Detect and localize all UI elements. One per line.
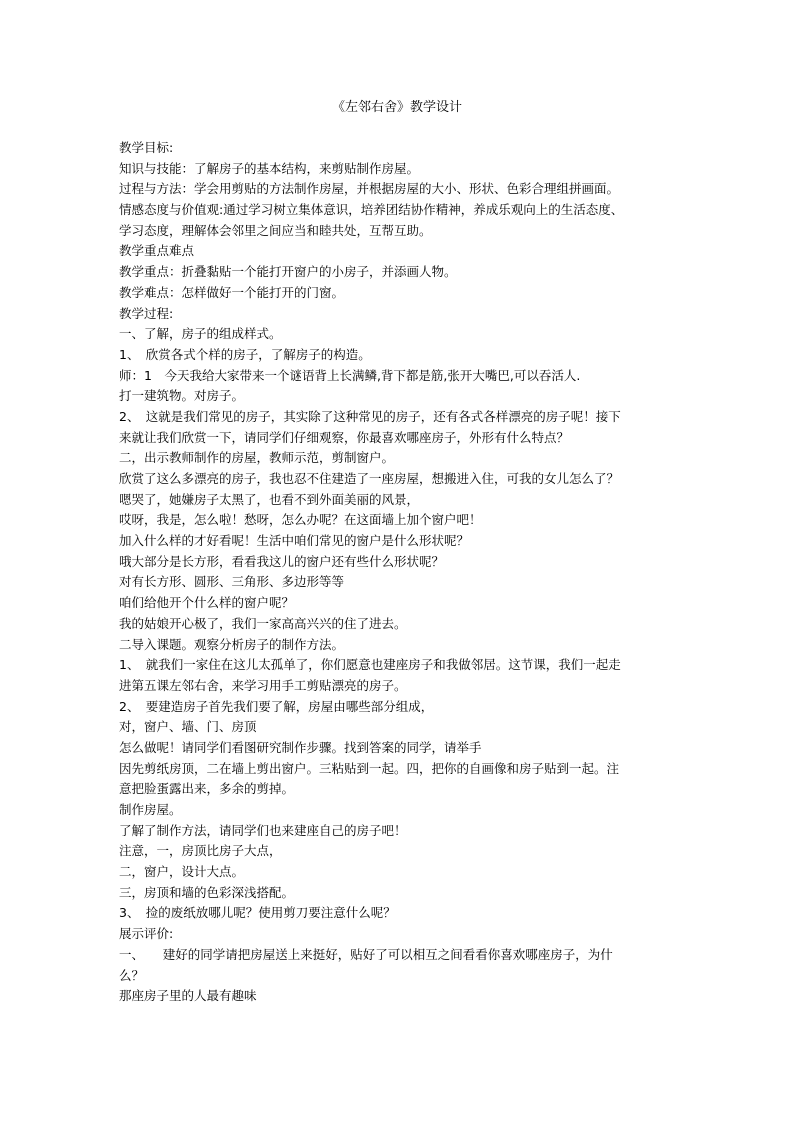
text-line: 打一建筑物。对房子。 <box>119 388 245 404</box>
text-line: 那座房子里的人最有趣味 <box>119 988 257 1004</box>
text-line: 嗯哭了，她嫌房子太黑了，也看不到外面美丽的风景， <box>119 491 420 507</box>
text-line: 教学重点难点 <box>119 243 195 259</box>
text-line: 意把脸蛋露出来，多余的剪掉。 <box>119 781 295 797</box>
text-line: 2、 要建造房子首先我们要了解，房屋由哪些部分组成， <box>119 698 434 714</box>
text-line: 二，窗户，设计大点。 <box>119 864 245 880</box>
text-line: 2、 这就是我们常见的房子，其实除了这种常见的房子，还有各式各样漂亮的房子呢！接下 <box>119 408 621 424</box>
text-line: 过程与方法：学会用剪贴的方法制作房屋，并根据房屋的大小、形状、色彩合理组拼画面。 <box>119 181 620 197</box>
text-line: 教学难点：怎样做好一个能打开的门窗。 <box>119 284 345 300</box>
text-line: 1、 欣赏各式个样的房子，了解房子的构造。 <box>119 346 371 362</box>
text-line: 对有长方形、圆形、三角形、多边形等等 <box>119 574 345 590</box>
text-line: 制作房屋。 <box>119 802 182 817</box>
text-line: 知识与技能：了解房子的基本结构，来剪贴制作房屋。 <box>119 160 420 176</box>
document-body <box>119 138 691 1007</box>
text-line: 哎呀，我是，怎么啦！愁呀，怎么办呢？在这面墙上加个窗户吧！ <box>119 512 482 528</box>
document-title: 《左邻右舍》教学设计 <box>331 100 462 115</box>
text-line: 教学过程: <box>119 305 174 321</box>
text-line: 展示评价: <box>119 926 174 942</box>
text-line: 加入什么样的才好看呢！生活中咱们常见的窗户是什么形状呢？ <box>119 533 470 549</box>
text-line: 学习态度，理解体会邻里之间应当和睦共处，互帮互助。 <box>119 222 432 238</box>
text-line: 师：1 今天我给大家带来一个谜语背上长满鳞,背下都是筋,张开大嘴巴,可以吞活人. <box>119 367 581 383</box>
text-line: 对，窗户、墙、门、房顶 <box>119 719 257 735</box>
text-line: 因先剪纸房顶，二在墙上剪出窗户。三粘贴到一起。四，把你的自画像和房子贴到一起。注 <box>119 760 620 776</box>
text-line: 进第五课左邻右舍，来学习用手工剪贴漂亮的房子。 <box>119 677 407 693</box>
text-line: 二，出示教师制作的房屋，教师示范，剪制窗户。 <box>119 450 395 466</box>
text-line: 哦大部分是长方形，看看我这儿的窗户还有些什么形状呢？ <box>119 553 445 569</box>
text-line: 教学重点：折叠黏贴一个能打开窗户的小房子，并添画人物。 <box>119 264 457 280</box>
text-line: 1、 就我们一家住在这儿太孤单了，你们愿意也建座房子和我做邻居。这节课，我们一起走 <box>119 657 621 673</box>
text-line: 么？ <box>119 967 145 983</box>
text-line: 怎么做呢！请同学们看图研究制作步骤。找到答案的同学，请举手 <box>119 739 482 755</box>
text-line: 了解了制作方法，请同学们也来建座自己的房子吧！ <box>119 822 407 838</box>
text-line: 教学目标: <box>119 140 174 155</box>
text-line: 二导入课题。观察分析房子的制作方法。 <box>119 636 345 652</box>
text-line: 来就让我们欣赏一下，请同学们仔细观察，你最喜欢哪座房子，外形有什么特点？ <box>119 429 570 445</box>
text-line: 一、了解，房子的组成样式。 <box>119 326 282 342</box>
text-line: 三，房顶和墙的色彩深浅搭配。 <box>119 884 295 900</box>
text-line: 我的姑娘开心极了，我们一家高高兴兴的住了进去。 <box>119 615 407 631</box>
text-line: 欣赏了这么多漂亮的房子，我也忍不住建造了一座房屋，想搬进入住，可我的女儿怎么了？ <box>119 471 620 486</box>
text-line: 情感态度与价值观:通过学习树立集体意识，培养团结协作精神，养成乐观向上的生活态度、 <box>119 202 624 218</box>
text-line: 一、 建好的同学请把房屋送上来挺好，贴好了可以相互之间看看你喜欢哪座房子，为什 <box>119 946 613 962</box>
text-line: 咱们给他开个什么样的窗户呢？ <box>119 595 295 611</box>
text-line: 3、 捡的废纸放哪儿呢？使用剪刀要注意什么呢？ <box>119 905 396 921</box>
text-line: 注意，一，房顶比房子大点， <box>119 843 282 859</box>
